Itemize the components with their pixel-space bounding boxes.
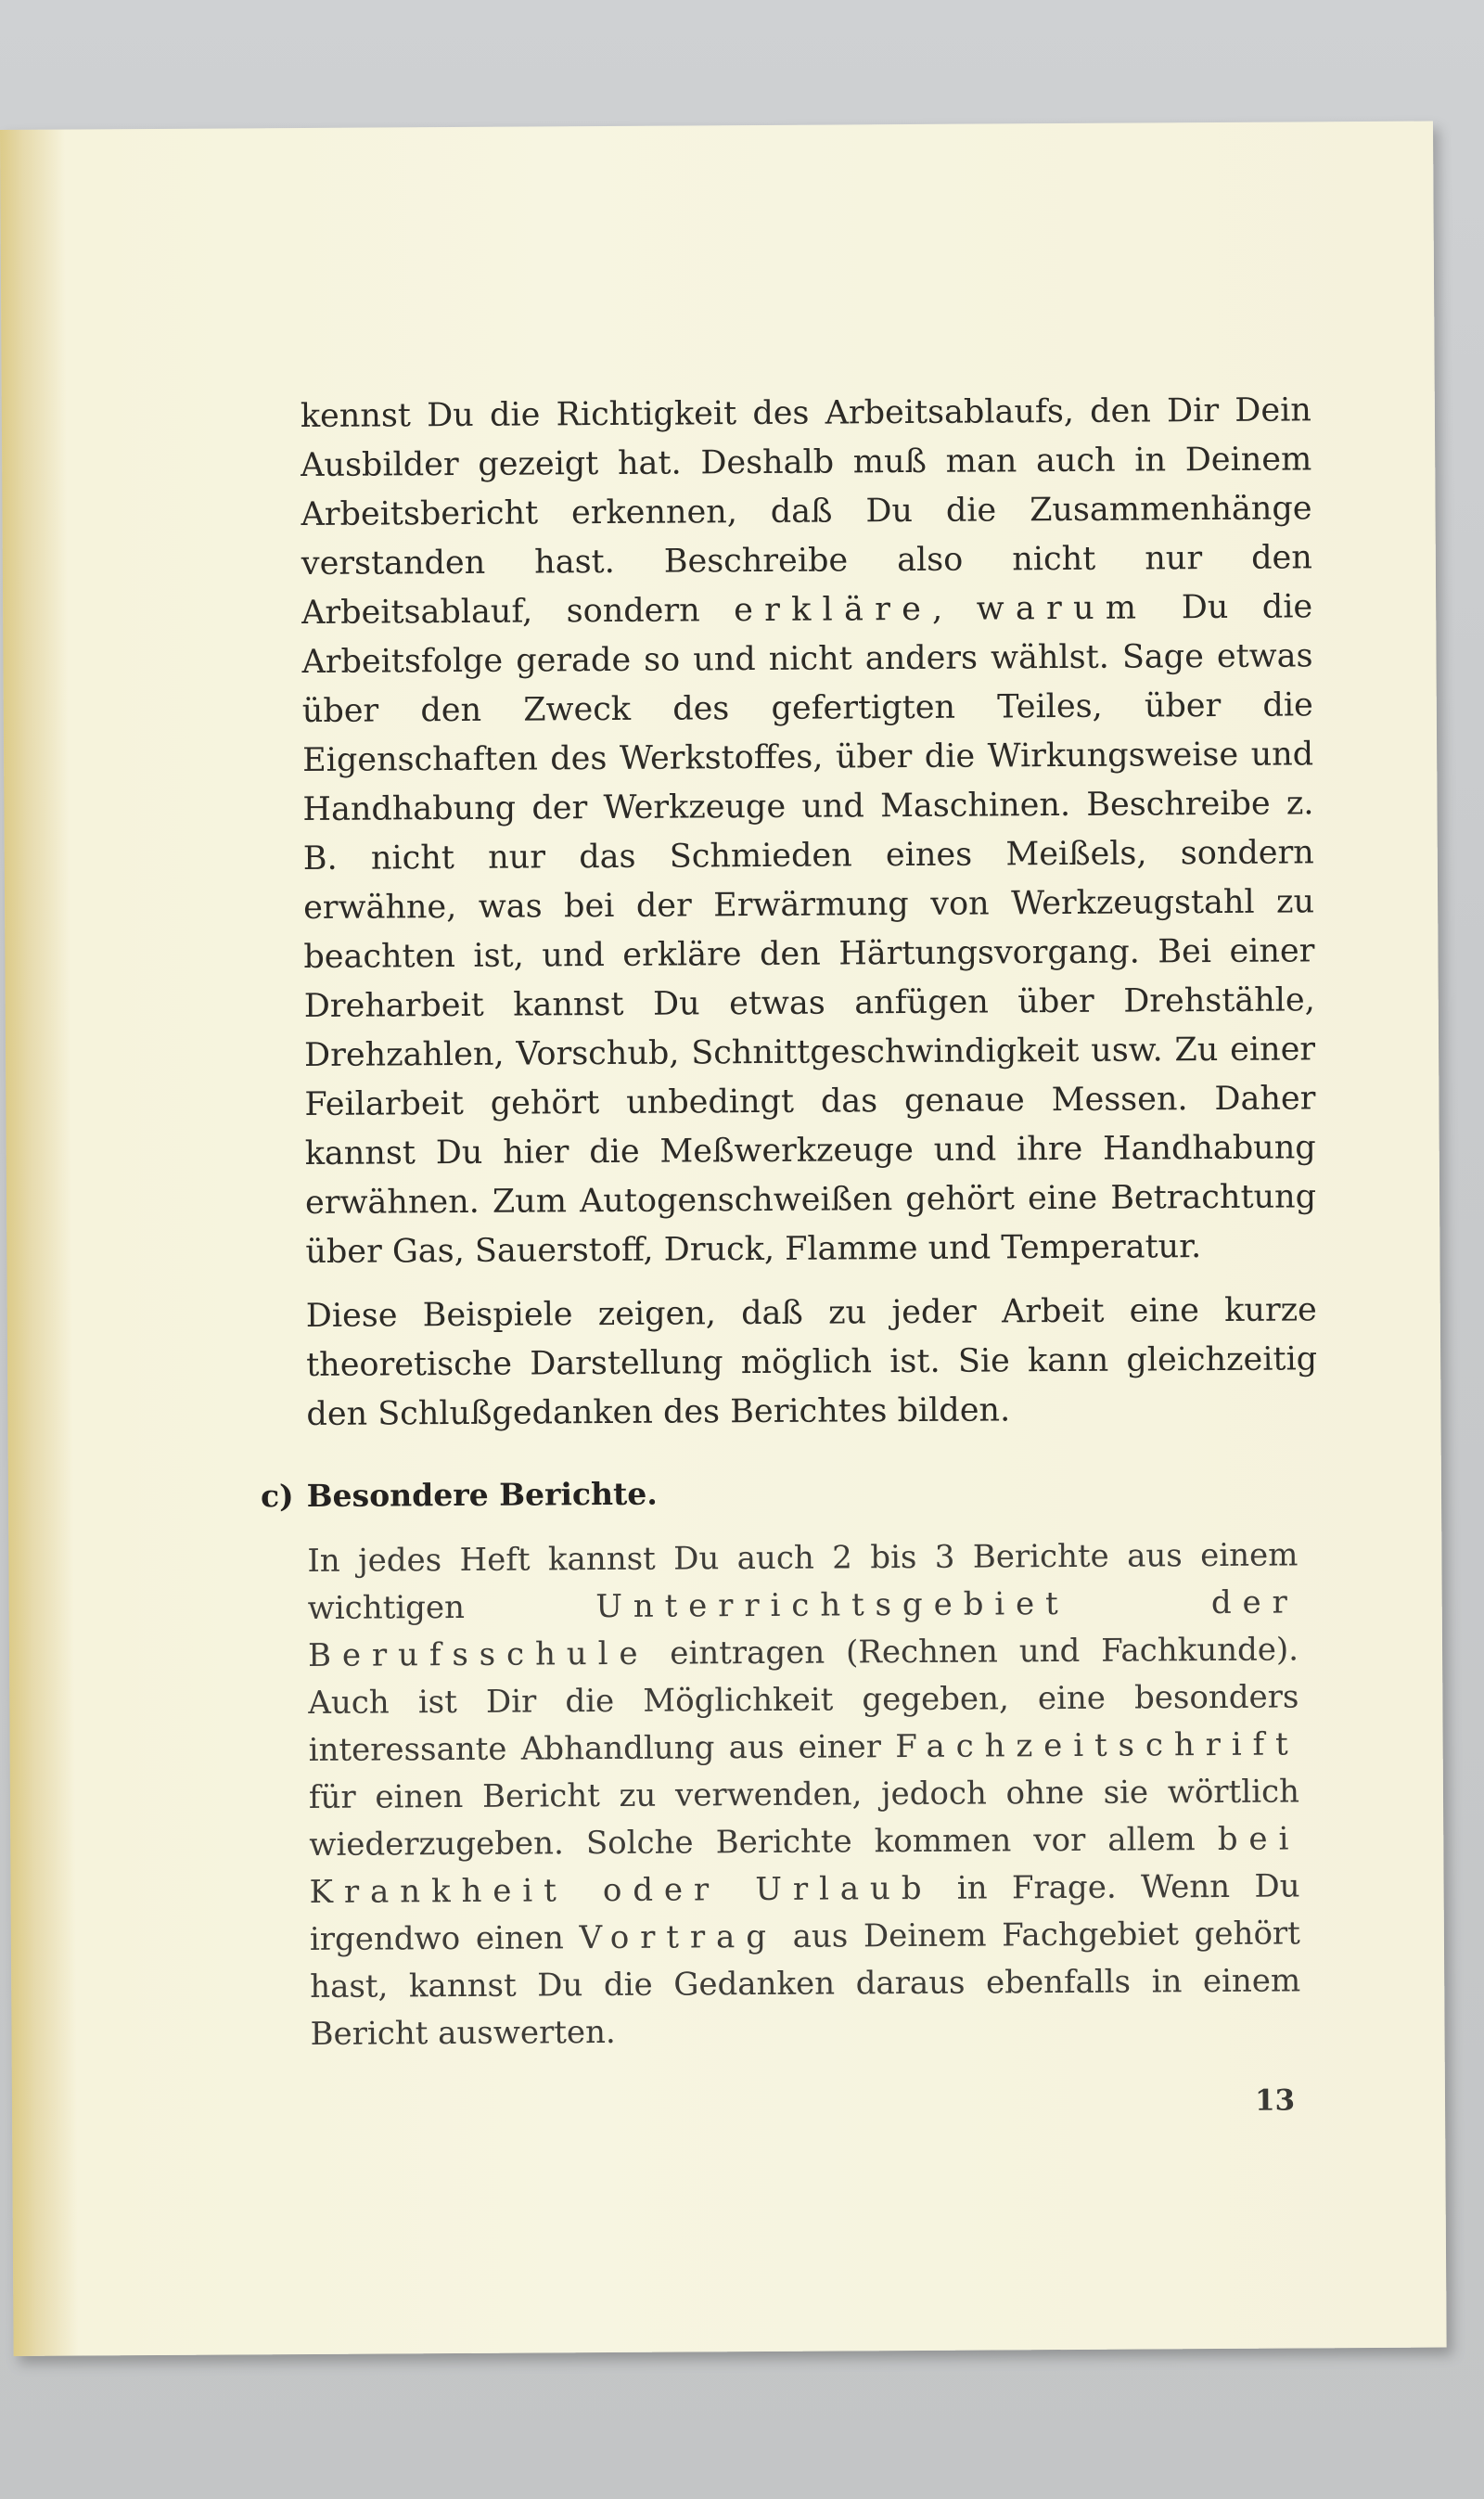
emphasis-erklaere: erkläre (734, 590, 933, 630)
paragraph-text: In jedes Heft kannst Du auch 2 bis 3 Berichte aus einem wichtigen (307, 1536, 1298, 1628)
emphasis-vortrag: Vortrag (579, 1917, 778, 1957)
paragraph-text: kennst Du die Richtigkeit des Arbeitsablaufs, den Dir Dein Ausbilder gezeigt hat. Deshalb muß man auch in Deinem Arbeitsbericht erkennen, daß Du die Zusammenhänge verstanden hast. Beschreibe also nicht nur den Arbeitsablauf, sondern (300, 391, 1312, 633)
book-page (0, 122, 1447, 2356)
section-title: Besondere Berichte. (306, 1475, 658, 1515)
page-number: 13 (1254, 2083, 1296, 2118)
section-heading (261, 1476, 658, 1515)
emphasis-warum: warum (976, 589, 1148, 628)
paragraph-text-rest: Du die Arbeitsfolge gerade so und nicht anders wählst. Sage etwas über den Zweck des gefertigten Teiles, über die Eigenschaften des Werkstoffes, über die Wirkungsweise und Handhabung der Werkzeuge und Maschinen. Beschreibe z. B. nicht nur das Schmieden eines Meißels, sondern erwähne, was bei der Erwärmung von Werkzeugstahl zu beachten ist, und erkläre den Härtungsvorgang. Bei einer Dreharbeit kannst Du etwas anfügen über Drehstähle, Drehzahlen, Vorschub, Schnittgeschwindigkeit usw. Zu einer Feilarbeit gehört unbedingt das genaue Messen. Daher kannst Du hier die Meßwerkzeuge und ihre Handhabung erwähnen. Zum Autogenschweißen gehört eine Betrachtung über Gas, Sauerstoff, Druck, Flamme und Temperatur. (301, 588, 1317, 1272)
paragraph-text: Diese Beispiele zeigen, daß zu jeder Arbeit eine kurze theoretische Darstellung möglich ist. Sie kann gleichzeitig den Schlußgedanken des Berichtes bilden. (305, 1291, 1318, 1434)
paragraph-beispiele (306, 1286, 1318, 1440)
paragraph-besondere-berichte (307, 1531, 1300, 2058)
paragraph-arbeitsbericht (301, 386, 1317, 1277)
paragraph-text: aus Deinem Fachgebiet gehört hast, kannst Du die Gedanken daraus ebenfalls in einem Bericht auswerten. (310, 1915, 1301, 2053)
paragraph-text: für einen Bericht zu verwenden, jedoch ohne sie wörtlich wiederzugeben. Solche Berichte kommen vor allem (308, 1773, 1300, 1864)
section-marker: c) (260, 1478, 294, 1515)
emphasis-fachzeitschrift: Fachzeitschrift (895, 1725, 1299, 1766)
emphasis-krankheit-urlaub: bei Krankheit oder Urlaub (309, 1820, 1300, 1911)
paragraph-text: in Frage. Wenn Du irgendwo einen (309, 1867, 1300, 1958)
emphasis-unterrichtsgebiet: Unterrichtsgebiet der Berufsschule (307, 1583, 1298, 1675)
paragraph-text: eintragen (Rechnen und Fachkunde). Auch ist Dir die Möglichkeit gegeben, eine besonders interessante Abhandlung aus einer (308, 1631, 1299, 1769)
separator: , (931, 590, 977, 628)
